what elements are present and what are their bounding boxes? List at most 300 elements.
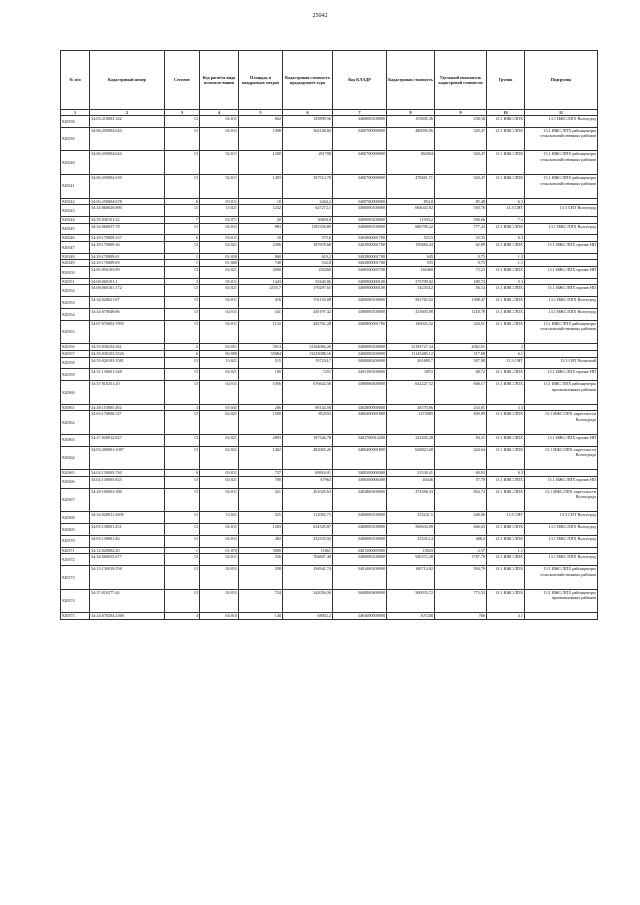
unit-value: 488,2 (435, 535, 487, 547)
area-sqm: 1056 (239, 381, 283, 405)
row-number: 920350 (61, 266, 90, 278)
subgroup: 13.1 ИЖС/ЛПХ окрестности Волгограда (525, 488, 598, 512)
table-row (61, 116, 598, 128)
table-row (61, 566, 598, 590)
cadastral-value: 235231,5 (387, 512, 435, 524)
previous-cadastral-value: 364148,82 (283, 127, 333, 151)
previous-cadastral-value: 197326,78 (283, 434, 333, 446)
segment: 13 (165, 566, 200, 590)
previous-cadastral-value: 55440,06 (283, 278, 333, 285)
row-number: 920367 (61, 488, 90, 512)
cadastral-register-table (60, 50, 598, 620)
group: 2 (487, 344, 525, 351)
table-row (61, 554, 598, 566)
subgroup: 13.1 ИЖС/ЛПХ прочие НП (525, 241, 598, 253)
table-row (61, 285, 598, 297)
table-row (61, 297, 598, 309)
cadastral-value: 146460 (387, 266, 435, 278)
unit-value: 854,73 (435, 488, 487, 512)
area-sqm: 416 (239, 297, 283, 309)
area-sqm: 10 (239, 198, 283, 205)
area-sqm: 1498 (239, 127, 283, 151)
usage-code: 02:011 (200, 127, 239, 151)
table-row (61, 535, 598, 547)
unit-value: 2062,01 (435, 344, 487, 351)
table-row (61, 278, 598, 285)
usage-code: 02:021 (200, 285, 239, 297)
subgroup: 13.1 ИЖС/ЛПХ прочие НП (525, 369, 598, 381)
row-number: 920353 (61, 297, 90, 309)
cadastral-number: 34:03:130001:46 (90, 535, 165, 547)
table-row (61, 470, 598, 477)
table-row (61, 613, 598, 620)
table-row (61, 381, 598, 405)
subgroup: 13.1 ИЖС/ЛПХ Волгоград (525, 297, 598, 309)
subgroup: 13.1 ИЖС/ЛПХ районцентры промышленных районов (525, 589, 598, 613)
segment: 13 (165, 320, 200, 344)
subgroup (525, 253, 598, 260)
cadastral-value: 940372,28 (387, 554, 435, 566)
column-header: Код КЛАДР (333, 51, 387, 110)
subgroup (525, 470, 598, 477)
subgroup: 13.1 ИЖС/ЛПХ прочие НП (525, 434, 598, 446)
column-header: Код расчёта вида использо-вания (200, 51, 239, 110)
cadastral-number: 34:29:170009:36 (90, 241, 165, 253)
previous-cadastral-value: 291708 (283, 151, 333, 175)
cadastral-number: 34:05:050103:89 (90, 266, 165, 278)
cadastral-value: 560035,72 (387, 589, 435, 613)
previous-cadastral-value: 357513,78 (283, 174, 333, 198)
usage-code: 01:060 (200, 260, 239, 267)
cadastral-number: 34:06:250004:624 (90, 151, 165, 175)
subgroup: 13.1 ИЖС/ЛПХ прочие НП (525, 285, 598, 297)
table-row (61, 404, 598, 411)
kladr-code: 3402800200000 (333, 488, 387, 512)
unit-value: 85,48 (435, 198, 487, 205)
area-sqm: 35084 (239, 350, 283, 357)
usage-code: 02:011 (200, 308, 239, 320)
cadastral-number: 34:07:070003:7895 (90, 320, 165, 344)
column-header: Кадастровая стоимость (387, 51, 435, 110)
row-number: 920373 (61, 566, 90, 590)
row-number: 920348 (61, 253, 90, 260)
kladr-code: 3400900000100 (333, 278, 387, 285)
column-number: 5 (239, 110, 283, 116)
row-number: 920366 (61, 476, 90, 488)
group: 13.1 ИЖС/ЛПХ (487, 297, 525, 309)
row-number: 920354 (61, 308, 90, 320)
kladr-code: 3400000400000 (333, 589, 387, 613)
previous-cadastral-value: 13235088,16 (283, 350, 333, 357)
unit-value: 773,53 (435, 589, 487, 613)
table-row (61, 589, 598, 613)
group: 13.1 ИЖС/ЛПХ (487, 241, 525, 253)
previous-cadastral-value: 430197,42 (283, 308, 333, 320)
cadastral-number: 34:15:130019:558 (90, 566, 165, 590)
table-row (61, 241, 598, 253)
segment: 13 (165, 116, 200, 128)
kladr-code: 3400000100000 (333, 205, 387, 217)
kladr-code: 3400000100000 (333, 308, 387, 320)
previous-cadastral-value: 634329,87 (283, 524, 333, 536)
cadastral-value: 581763,52 (387, 297, 435, 309)
usage-code: 02:011 (200, 320, 239, 344)
group: 13.1 ИЖС/ЛПХ (487, 476, 525, 488)
table-row (61, 344, 598, 351)
unit-value: 56,14 (435, 285, 487, 297)
segment: 6 (165, 470, 200, 477)
cadastral-value: 273709,82 (387, 278, 435, 285)
kladr-code: 3400500005700 (333, 266, 387, 278)
kladr-code: 3401400100000 (333, 566, 387, 590)
group: 13.1 ИЖС/ЛПХ (487, 308, 525, 320)
unit-value: 57,78 (435, 476, 487, 488)
column-number: 6 (283, 110, 333, 116)
segment: 13 (165, 223, 200, 235)
unit-value: 766 (435, 613, 487, 620)
unit-value: 2,57 (435, 547, 487, 554)
usage-code: 02:011 (200, 223, 239, 235)
kladr-code: 3402900001700 (333, 260, 387, 267)
kladr-code: 3400000100000 (333, 535, 387, 547)
row-number: 920362 (61, 411, 90, 435)
segment: 13 (165, 285, 200, 297)
group: 6.3 (487, 235, 525, 242)
table-row (61, 198, 598, 205)
table-row (61, 411, 598, 435)
table-row (61, 260, 598, 267)
usage-code: 13:021 (200, 357, 239, 369)
row-number: 920340 (61, 151, 90, 175)
kladr-code: 3400000200000 (333, 216, 387, 223)
area-sqm: 140 (239, 613, 283, 620)
segment: 13 (165, 241, 200, 253)
usage-code: 05:011 (200, 278, 239, 285)
area-sqm: 321 (239, 488, 283, 512)
kladr-code: 3400000200000 (333, 350, 387, 357)
table-row (61, 357, 598, 369)
unit-value: 466,03 (435, 524, 487, 536)
group: 13.1 ИЖС/ЛПХ (487, 320, 525, 344)
kladr-code: 3400700000000 (333, 151, 387, 175)
segment: 13 (165, 151, 200, 175)
table-row (61, 235, 598, 242)
area-sqm: 20 (239, 216, 283, 223)
area-sqm: 1200 (239, 151, 283, 175)
kladr-code: 3400700000000 (333, 198, 387, 205)
row-number: 920339 (61, 127, 90, 151)
previous-cadastral-value: 11661 (283, 547, 333, 554)
row-number: 920361 (61, 404, 90, 411)
cadastral-value: 225205,28 (387, 434, 435, 446)
subgroup: 13.1 ИЖС/ЛПХ Волгоград (525, 524, 598, 536)
previous-cadastral-value: 619,2 (283, 253, 333, 260)
cadastral-number: 34:28:110005:492 (90, 404, 165, 411)
table-row (61, 320, 598, 344)
usage-code: 01:030 (200, 253, 239, 260)
unit-value: 504,79 (435, 566, 487, 590)
unit-value: 258,58 (435, 116, 487, 128)
usage-code: 02:021 (200, 476, 239, 488)
kladr-code: 3400000100000 (333, 116, 387, 128)
group: 13.1 ИЖС/ЛПХ (487, 151, 525, 175)
group: 13.3 СНТ (487, 512, 525, 524)
usage-code: 05:041 (200, 404, 239, 411)
table-row (61, 205, 598, 217)
area-sqm: 482 (239, 535, 283, 547)
cadastral-value: 142354,2 (387, 285, 435, 297)
subgroup: 13.3 СНТ Волгоград (525, 205, 598, 217)
previous-cadastral-value: 30694,8 (283, 216, 333, 223)
cadastral-number: 34:12:020002:20 (90, 547, 165, 554)
area-sqm: 1203 (239, 524, 283, 536)
kladr-code: 3400000200000 (333, 344, 387, 351)
group: 13.1 ИЖС/ЛПХ (487, 589, 525, 613)
row-number: 920344 (61, 216, 90, 223)
area-sqm: 1462 (239, 446, 283, 470)
unit-value: 189,74 (435, 278, 487, 285)
previous-cadastral-value: 852555 (283, 411, 333, 435)
subgroup: 13.1 ИЖС/ЛПХ Волгоград (525, 308, 598, 320)
unit-value: 608,17 (435, 381, 487, 405)
segment: 2 (165, 344, 200, 351)
unit-value: 1787,78 (435, 554, 487, 566)
row-number: 920369 (61, 524, 90, 536)
cadastral-value: 642227,52 (387, 381, 435, 405)
cadastral-number: 34:06:250004:678 (90, 198, 165, 205)
cadastral-value: 51538,41 (387, 470, 435, 477)
usage-code: 02:011 (200, 554, 239, 566)
area-sqm: 737 (239, 470, 283, 477)
subgroup (525, 350, 598, 357)
segment: 13 (165, 434, 200, 446)
subgroup: 13.1 ИЖС/ЛПХ окрестности Волгограда (525, 446, 598, 470)
usage-code: 02:071 (200, 216, 239, 223)
row-number: 920375 (61, 613, 90, 620)
previous-cadastral-value: 69816,01 (283, 470, 333, 477)
segment: 13 (165, 411, 200, 435)
unit-value: 1218,78 (435, 308, 487, 320)
previous-cadastral-value: 676642,56 (283, 381, 333, 405)
column-number: 9 (435, 110, 487, 116)
cadastral-value: 555 (387, 260, 435, 267)
kladr-code: 3400000100000 (333, 223, 387, 235)
usage-code: 02:021 (200, 411, 239, 435)
group: 13.1 ИЖС/ЛПХ (487, 381, 525, 405)
previous-cadastral-value: 98144,58 (283, 404, 333, 411)
segment: 3 (165, 404, 200, 411)
table-row (61, 434, 598, 446)
cadastral-number: 34:06:250004:639 (90, 174, 165, 198)
group: 3.3 (487, 404, 525, 411)
column-number: 1 (61, 110, 90, 116)
cadastral-value: 48370,86 (387, 404, 435, 411)
group: 13.1 ИЖС/ЛПХ (487, 127, 525, 151)
subgroup: 13.1 ИЖС/ЛПХ окрестности Волгограда (525, 411, 598, 435)
unit-value: 73,23 (435, 266, 487, 278)
table-row (61, 369, 598, 381)
cadastral-number: 34:37:010251:20 (90, 381, 165, 405)
previous-cadastral-value: 170297,61 (283, 285, 333, 297)
column-number: 10 (487, 110, 525, 116)
row-number: 920374 (61, 589, 90, 613)
kladr-code: 3400300000400 (333, 470, 387, 477)
unit-value: 317,68 (435, 350, 487, 357)
area-sqm: 2396 (239, 241, 283, 253)
kladr-code: 3400000100000 (333, 524, 387, 536)
area-sqm: 5914 (239, 344, 283, 351)
area-sqm: 358 (239, 566, 283, 590)
segment: 6 (165, 235, 200, 242)
cadastral-value: 274368,33 (387, 488, 435, 512)
previous-cadastral-value: 197234,7 (283, 357, 333, 369)
column-header: Кадастровая стоимость предыдущего тура (283, 51, 333, 110)
usage-code: 02:011 (200, 589, 239, 613)
table-row (61, 446, 598, 470)
segment: 7 (165, 216, 200, 223)
column-header: Удельный показатель кадастровой стоимости (435, 51, 487, 110)
cadastral-value: 261689,7 (387, 357, 435, 369)
subgroup: 13.1 ИЖС/ЛПХ Волгоград (525, 554, 598, 566)
table-row (61, 223, 598, 235)
cadastral-value: 1274985 (387, 411, 435, 435)
previous-cadastral-value: 575,6 (283, 235, 333, 242)
area-sqm: 515 (239, 357, 283, 369)
kladr-code: 3400000200000 (333, 357, 387, 369)
table-row (61, 488, 598, 512)
unit-value: 53,35 (435, 235, 487, 242)
segment: 6 (165, 350, 200, 357)
group: 4.1 (487, 613, 525, 620)
area-sqm: 3900 (239, 547, 283, 554)
usage-code: 02:011 (200, 116, 239, 128)
row-number: 920372 (61, 554, 90, 566)
segment: 1 (165, 547, 200, 554)
unit-value: 424,64 (435, 446, 487, 470)
subgroup (525, 278, 598, 285)
cadastral-value: 155605,36 (387, 116, 435, 128)
kladr-code: 3401300005900 (333, 547, 387, 554)
segment: 1 (165, 260, 200, 267)
group: 6.3 (487, 470, 525, 477)
unit-value: 68,72 (435, 369, 487, 381)
segment: 13 (165, 127, 200, 151)
kladr-code: 3400400001800 (333, 446, 387, 470)
usage-code: 02:011 (200, 566, 239, 590)
previous-cadastral-value: 482065,26 (283, 446, 333, 470)
segment: 13 (165, 205, 200, 217)
previous-cadastral-value: 67963 (283, 476, 333, 488)
cadastral-number: 34:31:130001:548 (90, 369, 165, 381)
previous-cadastral-value: 129899,56 (283, 116, 333, 128)
subgroup: 13.1 ИЖС/ЛПХ Волгоград (525, 223, 598, 235)
cadastral-value: 684043,92 (387, 205, 435, 217)
cadastral-value: 480056,06 (387, 127, 435, 151)
cadastral-number: 34:08:060101:172 (90, 285, 165, 297)
group: 6.1 (487, 350, 525, 357)
group: 13.1 ИЖС/ЛПХ (487, 434, 525, 446)
cadastral-value: 6872 (387, 369, 435, 381)
kladr-code: 3400400001800 (333, 411, 387, 435)
cadastral-value: 620823,68 (387, 446, 435, 470)
unit-value: 62,89 (435, 241, 487, 253)
cadastral-value: 12194727,34 (387, 344, 435, 351)
cadastral-value: 478461,71 (387, 174, 435, 198)
kladr-code: 3400000100000 (333, 297, 387, 309)
segment: 1 (165, 253, 200, 260)
area-sqm: 700 (239, 476, 283, 488)
page-number: 25042 (312, 13, 328, 19)
unit-value: 596,66 (435, 216, 487, 223)
previous-cadastral-value: 2444,2 (283, 198, 333, 205)
kladr-code: 3400700000000 (333, 127, 387, 151)
cadastral-number: 34:34:060037:78 (90, 223, 165, 235)
cadastral-number: 34:34:070048:86 (90, 308, 165, 320)
table-row (61, 308, 598, 320)
usage-code: 13:021 (200, 205, 239, 217)
usage-code: 03:011 (200, 198, 239, 205)
table-row (61, 216, 598, 223)
area-sqm: 10 (239, 235, 283, 242)
area-sqm: 206 (239, 404, 283, 411)
table-row (61, 127, 598, 151)
subgroup (525, 547, 598, 554)
cadastral-number: 34:03:170006:327 (90, 411, 165, 435)
usage-code: 02:011 (200, 174, 239, 198)
area-sqm: 1500 (239, 411, 283, 435)
kladr-code: 3403100100000 (333, 369, 387, 381)
row-number: 920359 (61, 369, 90, 381)
subgroup (525, 198, 598, 205)
cadastral-value: 150684,44 (387, 241, 435, 253)
row-number: 920345 (61, 223, 90, 235)
row-number: 920364 (61, 446, 90, 470)
group: 13.1 ИЖС/ЛПХ (487, 554, 525, 566)
kladr-code: 3400000400000 (333, 381, 387, 405)
group: 13.1 ИЖС/ЛПХ (487, 369, 525, 381)
segment: 13 (165, 381, 200, 405)
segment: 13 (165, 535, 200, 547)
row-number: 920343 (61, 205, 90, 217)
area-sqm: 341 (239, 308, 283, 320)
previous-cadastral-value: 282762,28 (283, 320, 333, 344)
unit-value: 320,47 (435, 127, 487, 151)
cadastral-number: 34:35:030103:3526 (90, 350, 165, 357)
row-number: 920349 (61, 260, 90, 267)
subgroup: 13.1 ИЖС/ЛПХ Волгоград (525, 535, 598, 547)
segment: 13 (165, 446, 200, 470)
row-number: 920355 (61, 320, 90, 344)
subgroup (525, 613, 598, 620)
usage-code: 02:021 (200, 434, 239, 446)
table-row (61, 476, 598, 488)
kladr-code: 3402700014200 (333, 434, 387, 446)
kladr-code: 3402900001700 (333, 241, 387, 253)
row-number: 920342 (61, 198, 90, 205)
cadastral-value: 10023 (387, 547, 435, 554)
cadastral-value: 533,5 (387, 235, 435, 242)
usage-code: 03:011 (200, 235, 239, 242)
unit-value: 1398,47 (435, 297, 487, 309)
cadastral-value: 686709,22 (387, 223, 435, 235)
group: 3.3 (487, 278, 525, 285)
segment: 3 (165, 278, 200, 285)
usage-code: 02:021 (200, 446, 239, 470)
area-sqm: 100 (239, 369, 283, 381)
subgroup (525, 216, 598, 223)
group: 6.3 (487, 198, 525, 205)
area-sqm: 860 (239, 253, 283, 260)
